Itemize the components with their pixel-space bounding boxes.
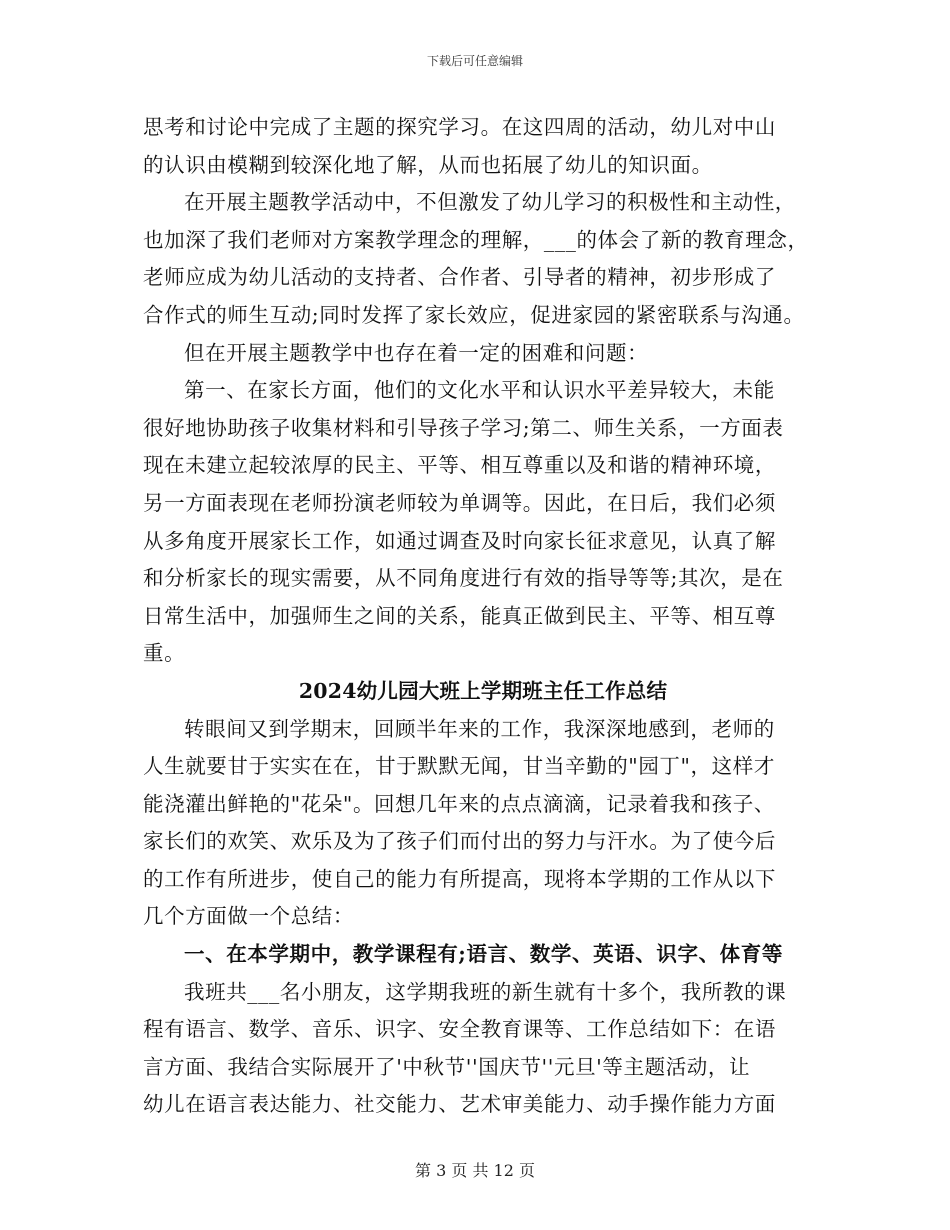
body-line: 在开展主题教学活动中，不但激发了幼儿学习的积极性和主动性， <box>184 190 796 215</box>
body-line: 家长们的欢笑、欢乐及为了孩子们而付出的努力与汗水。为了使今后 <box>143 829 776 854</box>
body-line: 人生就要甘于实实在在，甘于默默无闻，甘当辛勤的"园丁"，这样才 <box>143 754 775 779</box>
section-title: 2024幼儿园大班上学期班主任工作总结 <box>298 678 668 703</box>
body-line: 第一、在家长方面，他们的文化水平和认识水平差异较大，未能 <box>184 378 775 403</box>
body-line: 程有语言、数学、音乐、识字、安全教育课等、工作总结如下：在语 <box>143 1017 776 1042</box>
body-line: 的认识由模糊到较深化地了解，从而也拓展了幼儿的知识面。 <box>143 152 713 177</box>
body-line: 很好地协助孩子收集材料和引导孩子学习;第二、师生关系，一方面表 <box>143 415 784 440</box>
subsection-heading: 一、在本学期中，教学课程有;语言、数学、英语、识字、体育等 <box>184 942 783 967</box>
body-line: 思考和讨论中完成了主题的探究学习。在这四周的活动，幼儿对中山 <box>143 115 776 139</box>
body-line: 重。 <box>143 641 186 666</box>
body-line: 现在未建立起较浓厚的民主、平等、相互尊重以及和谐的精神环境， <box>143 453 776 478</box>
body-line: 幼儿在语言表达能力、社交能力、艺术审美能力、动手操作能力方面 <box>143 1092 776 1117</box>
body-line: 几个方面做一个总结： <box>143 904 354 929</box>
body-line: 老师应成为幼儿活动的支持者、合作者、引导者的精神，初步形成了 <box>143 265 776 290</box>
body-line: 合作式的师生互动;同时发挥了家长效应，促进家园的紧密联系与沟通。 <box>143 302 805 327</box>
body-line: 也加深了我们老师对方案教学理念的理解，___的体会了新的教育理念， <box>143 227 809 252</box>
body-line: 日常生活中，加强师生之间的关系，能真正做到民主、平等、相互尊 <box>143 603 776 628</box>
body-line: 的工作有所进步，使自己的能力有所提高，现将本学期的工作从以下 <box>143 866 776 891</box>
body-line: 言方面、我结合实际展开了'中秋节''国庆节''元旦'等主题活动，让 <box>143 1054 751 1079</box>
body-line: 另一方面表现在老师扮演老师较为单调等。因此，在日后，我们必须 <box>143 490 776 515</box>
body-line: 和分析家长的现实需要，从不同角度进行有效的指导等等;其次，是在 <box>143 566 784 591</box>
body-line: 能浇灌出鲜艳的"花朵"。回想几年来的点点滴滴，记录着我和孩子、 <box>143 791 775 816</box>
body-line: 我班共___名小朋友，这学期我班的新生就有十多个，我所教的课 <box>184 979 787 1004</box>
page-number: 第 3 页 共 12 页 <box>415 1161 535 1180</box>
body-line: 但在开展主题教学中也存在着一定的困难和问题： <box>184 340 649 365</box>
body-line: 转眼间又到学期末，回顾半年来的工作，我深深地感到，老师的 <box>184 716 775 741</box>
body-line: 从多角度开展家长工作，如通过调查及时向家长征求意见，认真了解 <box>143 528 776 553</box>
document-body <box>143 109 823 1124</box>
page-header-note: 下载后可任意编辑 <box>426 54 523 68</box>
